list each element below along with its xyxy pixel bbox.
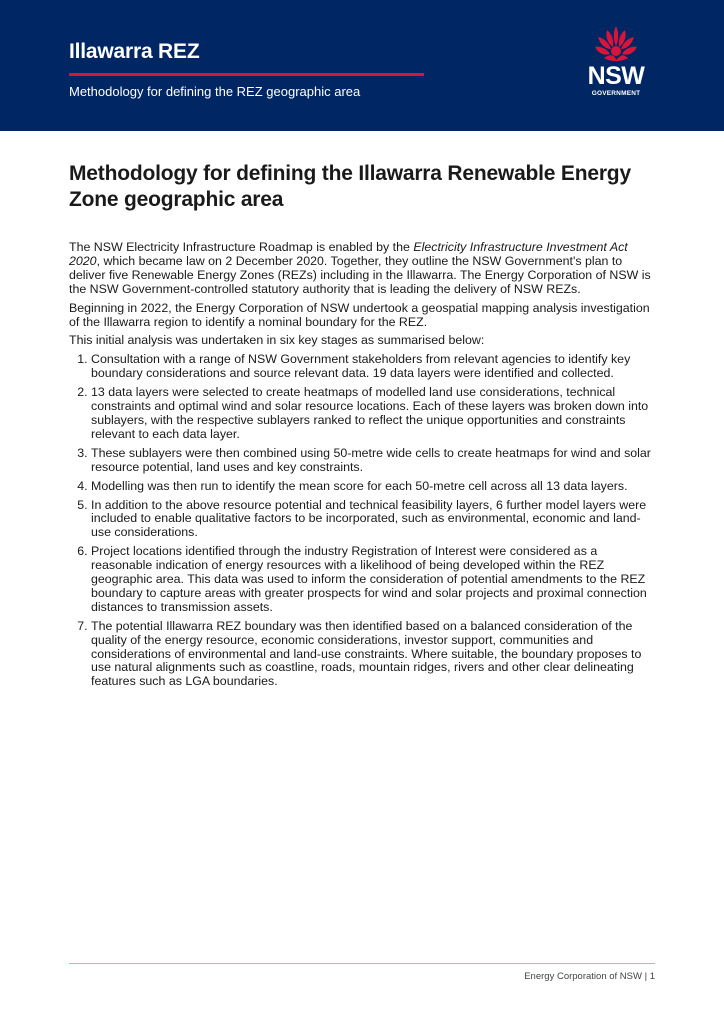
list-item: 3. These sublayers were then combined using 50-metre wide cells to create heatmaps for wind and solar resource potential, land uses and key constraints. <box>91 447 655 475</box>
header-title: Illawarra REZ <box>69 40 200 63</box>
list-item: 1. Consultation with a range of NSW Government stakeholders from relevant agencies to identify key boundary considerations and source relevant data. 19 data layers were identified and collected. <box>91 353 655 381</box>
list-item: 5. In addition to the above resource potential and technical feasibility layers, 6 further model layers were included to enable qualitative factors to be incorporated, such as environmental, economic and land-use considerations. <box>91 499 655 541</box>
paragraph: Beginning in 2022, the Energy Corporation of NSW undertook a geospatial mapping analysis investigation of the Illawarra region to identify a nominal boundary for the REZ. <box>69 300 650 329</box>
list-item: 4. Modelling was then run to identify the mean score for each 50-metre cell across all 13 data layers. <box>91 480 655 494</box>
paragraph: This initial analysis was undertaken in six key stages as summarised below: <box>69 333 485 348</box>
header-subtitle: Methodology for defining the REZ geographic area <box>69 84 361 99</box>
nsw-government-logo <box>584 24 648 104</box>
waratah-flower-icon <box>592 24 640 64</box>
footer-divider <box>69 963 655 964</box>
list-item: 2. 13 data layers were selected to create heatmaps of modelled land use considerations, technical constraints and optimal wind and solar resource locations. Each of these layers was broken down into sublayers, with the respective sublayers ranked to reflect the unique opportunities and constraints relevant to each data layer. <box>91 386 655 442</box>
intro-paragraph <box>69 241 655 297</box>
logo-text: NSW <box>587 62 645 90</box>
footer-page-info: Energy Corporation of NSW | 1 <box>524 971 655 982</box>
list-item: 6. Project locations identified through the industry Registration of Interest were considered as a reasonable indication of energy resources with a likelihood of being developed within the REZ geographic area. This data was used to inform the consideration of potential amendments to the REZ boundary to capture areas with greater prospects for wind and solar projects and proximal connection distances to transmission assets. <box>91 545 655 615</box>
intro-text-start: The NSW Electricity Infrastructure Roadmap is enabled by the <box>69 240 414 254</box>
stages-list <box>69 353 655 689</box>
act-name: Electricity Infrastructure Investment Act 2020 <box>69 240 628 268</box>
page-title: Methodology for defining the Illawarra Renewable Energy Zone geographic area <box>69 162 631 211</box>
document-body <box>69 241 655 694</box>
page-header <box>0 0 724 131</box>
intro-text-end: , which became law on 2 December 2020. Together, they outline the NSW Government's plan to deliver five Renewable Energy Zones (REZs) including in the Illawarra. The Energy Corporation of NSW is the NSW Government-controlled statutory authority that is leading the delivery of NSW REZs. <box>69 253 651 296</box>
list-item: 7. The potential Illawarra REZ boundary was then identified based on a balanced consideration of the quality of the energy resource, economic considerations, investor support, communities and considerations of environmental and land-use constraints. Where suitable, the boundary proposes to use natural alignments such as coastline, roads, mountain ridges, rivers and other clear delineating features such as LGA boundaries. <box>91 620 655 690</box>
logo-subtext: GOVERNMENT <box>591 90 641 97</box>
header-divider <box>69 73 424 76</box>
